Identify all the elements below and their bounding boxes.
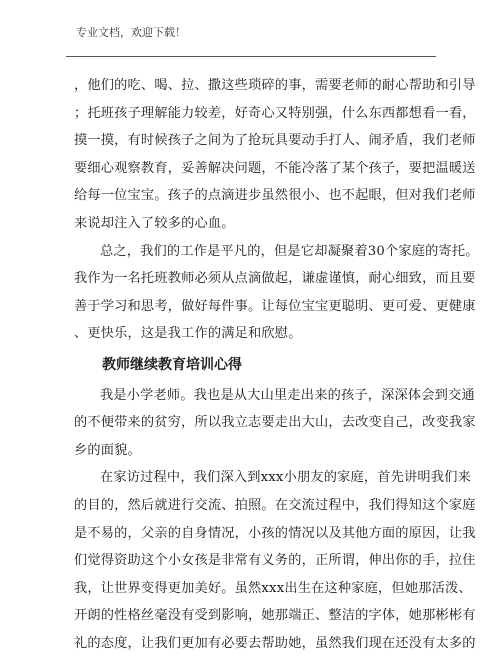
document-body — [74, 72, 479, 657]
text-line: 摸一摸，有时候孩子之间为了抢玩具要动手打人、闹矛盾，我们老师 — [74, 133, 476, 149]
text-line: ，他们的吃、喝、拉、撒这些琐碎的事，需要老师的耐心帮助和引导 — [74, 78, 476, 93]
text-line: 礼的态度，让我们更加有必要去帮助她，虽然我们现在还没有太多的 — [74, 635, 476, 651]
text-line: 的目的，然后就进行交流、拍照。在交流过程中，我们得知这个家庭 — [74, 497, 476, 513]
text-line: 们觉得资助这个小女孩是非常有义务的，正所谓，伸出你的手，拉住 — [74, 553, 476, 569]
text-line: 给每一位宝宝。孩子的点滴进步虽然很小、也不起眼，但对我们老师 — [74, 188, 476, 204]
text-line: 、更快乐，这是我工作的满足和欣慰。 — [74, 326, 302, 342]
header-divider — [66, 56, 436, 57]
text-line: 的不便带来的贫穷，所以我立志要走出大山，去改变自己，改变我家 — [74, 415, 476, 431]
text-line: 开朗的性格丝毫没有受到影响，她那端正、整洁的字体，她那彬彬有 — [74, 608, 476, 624]
text-line: 善于学习和思考，做好每件事。让每位宝宝更聪明、更可爱、更健康 — [74, 298, 476, 314]
paragraph-intro — [74, 382, 476, 465]
text-line: 来说却注入了较多的心血。 — [74, 215, 235, 231]
text-line: 我，让世界变得更加美好。虽然xxx出生在这种家庭，但她那活泼、 — [74, 580, 472, 596]
paragraph-home-visit — [74, 464, 476, 657]
page-header: 专业文档，欢迎下载！ — [76, 26, 186, 39]
paragraph-summary — [74, 238, 479, 348]
text-line: 要细心观察教育，妥善解决问题，不能冷落了某个孩子，要把温暖送 — [74, 160, 476, 176]
text-line: 是不易的，父亲的自身情况，小孩的情况以及其他方面的原因，让我 — [74, 525, 476, 541]
paragraph-childcare-duties — [74, 72, 476, 238]
text-line: 我是小学老师。我也是从大山里走出来的孩子，深深体会到交通 — [100, 387, 475, 403]
text-line: 总之，我们的工作是平凡的，但是它却凝聚着30个家庭的寄托。 — [100, 243, 479, 259]
section-heading: 教师继续教育培训心得 — [102, 356, 242, 373]
text-line: 我作为一名托班教师必须从点滴做起，谦虚谨慎，耐心细致，而且要 — [74, 271, 476, 287]
text-line: 乡的面貌。 — [74, 442, 141, 458]
text-line: ；托班孩子理解能力较差，好奇心又特别强，什么东西都想看一看， — [74, 105, 476, 121]
text-line: 在家访过程中，我们深入到xxx小朋友的家庭，首先讲明我们来 — [100, 470, 471, 486]
